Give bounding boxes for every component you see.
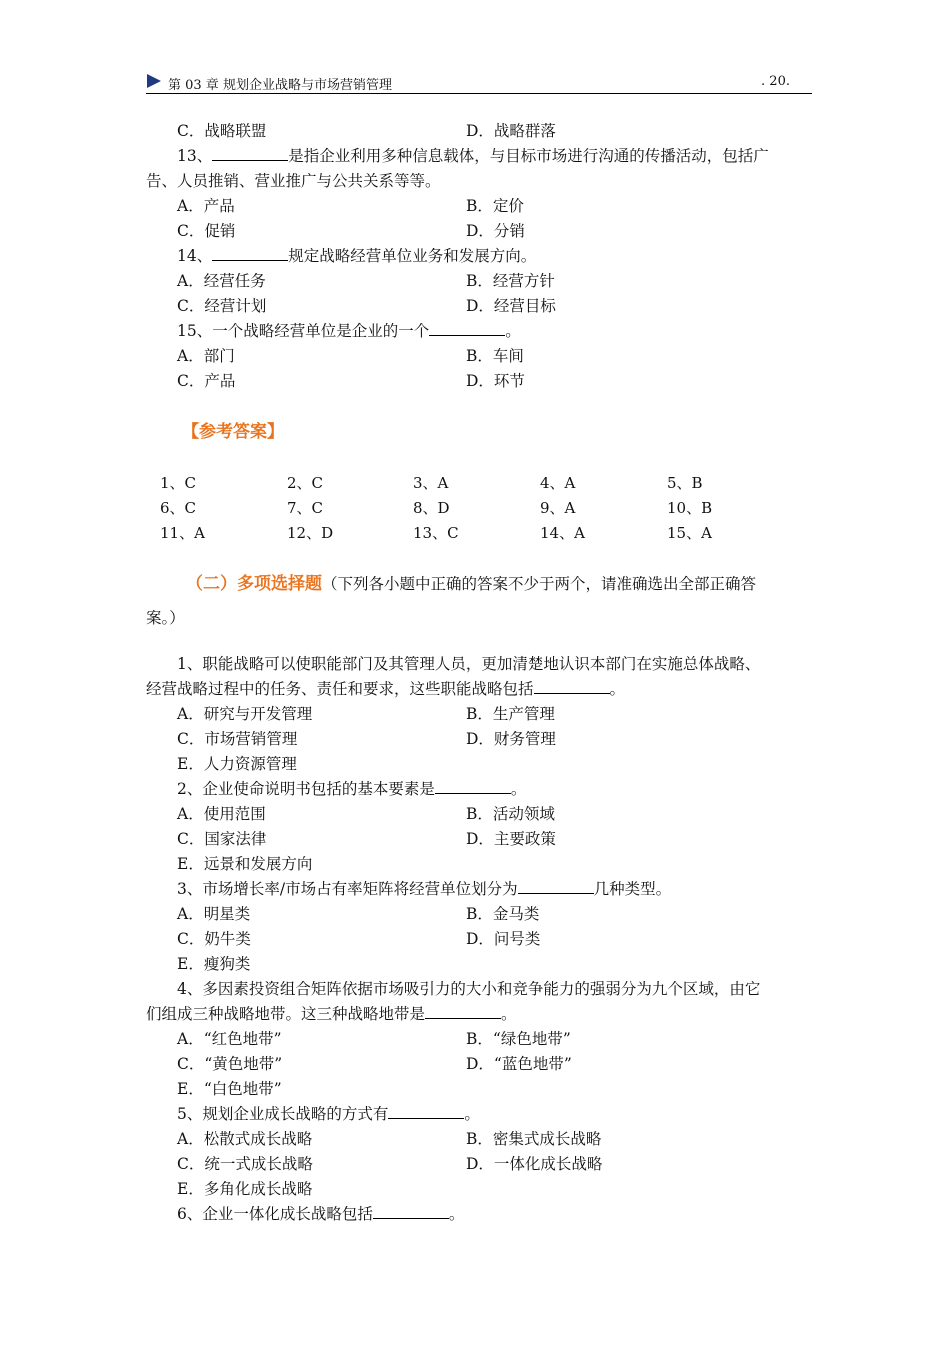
question-14 xyxy=(177,246,536,266)
answer-blank xyxy=(429,321,505,336)
question-text: 们组成三种战略地带。这三种战略地带是 xyxy=(146,1005,426,1023)
answer-item: 15、A xyxy=(667,524,712,542)
option-d: D．问号类 xyxy=(466,930,541,948)
option-d: D．战略群落 xyxy=(466,122,556,140)
answers-heading: 【参考答案】 xyxy=(182,422,284,442)
answer-blank xyxy=(373,1204,449,1219)
option-a: A．“红色地带” xyxy=(177,1030,282,1048)
question-number: 13、 xyxy=(177,147,213,165)
question-text: 6、企业一体化成长战略包括 xyxy=(177,1205,373,1223)
option-b: B．活动领域 xyxy=(466,805,555,823)
answer-blank xyxy=(212,146,288,161)
question-text: 经营战略过程中的任务、责任和要求，这些职能战略包括 xyxy=(146,680,534,698)
question-1: 1、职能战略可以使职能部门及其管理人员，更加清楚地认识本部门在实施总体战略、 xyxy=(177,655,761,673)
question-15 xyxy=(177,321,521,341)
question-text: 3、市场增长率/市场占有率矩阵将经营单位划分为 xyxy=(177,880,518,898)
answer-item: 9、A xyxy=(540,499,576,517)
option-e: E．人力资源管理 xyxy=(177,755,297,773)
question-end: 。 xyxy=(464,1105,480,1123)
question-4-continued xyxy=(146,1004,517,1024)
question-end: 。 xyxy=(609,680,626,698)
option-d: D．环节 xyxy=(466,372,525,390)
option-b: B．车间 xyxy=(466,347,524,365)
question-end: 几种类型。 xyxy=(593,880,672,898)
option-e: E．远景和发展方向 xyxy=(177,855,313,873)
answer-item: 3、A xyxy=(413,474,449,492)
question-text: 5、规划企业成长战略的方式有 xyxy=(177,1105,389,1123)
option-c: C．国家法律 xyxy=(177,830,267,848)
option-a: A．经营任务 xyxy=(177,272,266,290)
answer-item: 13、C xyxy=(413,524,459,542)
multi-choice-heading-line xyxy=(186,572,756,596)
answer-item: 4、A xyxy=(540,474,576,492)
question-end: 。 xyxy=(505,322,521,340)
option-b: B．密集式成长战略 xyxy=(466,1130,602,1148)
option-a: A．明星类 xyxy=(177,905,251,923)
question-5 xyxy=(177,1104,480,1124)
option-c: C．奶牛类 xyxy=(177,930,251,948)
option-b: B．生产管理 xyxy=(466,705,555,723)
option-d: D．经营目标 xyxy=(466,297,556,315)
question-number: 14、 xyxy=(177,247,213,265)
question-13 xyxy=(177,146,769,166)
page-header xyxy=(146,72,812,94)
answer-item: 1、C xyxy=(160,474,197,492)
option-d: D．一体化成长战略 xyxy=(466,1155,603,1173)
question-1-continued xyxy=(146,679,625,699)
option-c: C．经营计划 xyxy=(177,297,267,315)
answer-item: 2、C xyxy=(287,474,324,492)
option-c: C．统一式成长战略 xyxy=(177,1155,313,1173)
option-e: E．瘦狗类 xyxy=(177,955,251,973)
answer-blank xyxy=(388,1104,464,1119)
question-text: 15、一个战略经营单位是企业的一个 xyxy=(177,322,430,340)
option-c: C．市场营销管理 xyxy=(177,730,298,748)
option-d: D．主要政策 xyxy=(466,830,556,848)
option-a: A．使用范围 xyxy=(177,805,266,823)
answer-item: 11、A xyxy=(160,524,205,542)
question-13-continued: 告、人员推销、营业推广与公共关系等等。 xyxy=(146,172,441,190)
option-a: A．松散式成长战略 xyxy=(177,1130,313,1148)
answer-blank xyxy=(435,779,511,794)
answer-item: 7、C xyxy=(287,499,324,517)
option-c: C．战略联盟 xyxy=(177,122,267,140)
option-d: D．“蓝色地带” xyxy=(466,1055,572,1073)
answer-blank xyxy=(534,679,610,694)
answer-item: 12、D xyxy=(287,524,334,542)
option-c: C．产品 xyxy=(177,372,236,390)
option-d: D．财务管理 xyxy=(466,730,556,748)
section-heading: （二）多项选择题 xyxy=(186,574,322,594)
question-text: 是指企业利用多种信息载体，与目标市场进行沟通的传播活动，包括广 xyxy=(288,147,769,165)
answer-item: 6、C xyxy=(160,499,197,517)
question-4: 4、多因素投资组合矩阵依据市场吸引力的大小和竞争能力的强弱分为九个区域，由它 xyxy=(177,980,761,998)
option-c: C．“黄色地带” xyxy=(177,1055,283,1073)
answer-item: 14、A xyxy=(540,524,585,542)
section-note-continued: 案。） xyxy=(146,609,185,627)
option-c: C．促销 xyxy=(177,222,236,240)
answer-item: 5、B xyxy=(667,474,703,492)
answer-blank xyxy=(518,879,594,894)
option-b: B．“绿色地带” xyxy=(466,1030,571,1048)
question-end: 。 xyxy=(501,1005,517,1023)
question-3 xyxy=(177,879,671,899)
option-d: D．分销 xyxy=(466,222,525,240)
option-a: A．产品 xyxy=(177,197,235,215)
answer-item: 10、B xyxy=(667,499,713,517)
page-number: . 20. xyxy=(761,74,790,89)
section-note: （下列各小题中正确的答案不少于两个，请准确选出全部正确答 xyxy=(322,575,757,593)
question-end: 。 xyxy=(510,780,527,798)
option-a: A．部门 xyxy=(177,347,235,365)
chapter-title: 第 03 章 规划企业战略与市场营销管理 xyxy=(168,78,392,93)
answer-item: 8、D xyxy=(413,499,450,517)
option-a: A．研究与开发管理 xyxy=(177,705,313,723)
question-6 xyxy=(177,1204,464,1224)
question-2 xyxy=(177,779,526,799)
question-text: 2、企业使命说明书包括的基本要素是 xyxy=(177,780,435,798)
option-b: B．定价 xyxy=(466,197,524,215)
answer-blank xyxy=(212,246,288,261)
option-b: B．金马类 xyxy=(466,905,540,923)
question-text: 规定战略经营单位业务和发展方向。 xyxy=(288,247,537,265)
answer-blank xyxy=(425,1004,501,1019)
triangle-bullet-icon xyxy=(147,74,161,88)
option-e: E．多角化成长战略 xyxy=(177,1180,313,1198)
option-e: E．“白色地带” xyxy=(177,1080,282,1098)
option-b: B．经营方针 xyxy=(466,272,555,290)
question-end: 。 xyxy=(448,1205,465,1223)
